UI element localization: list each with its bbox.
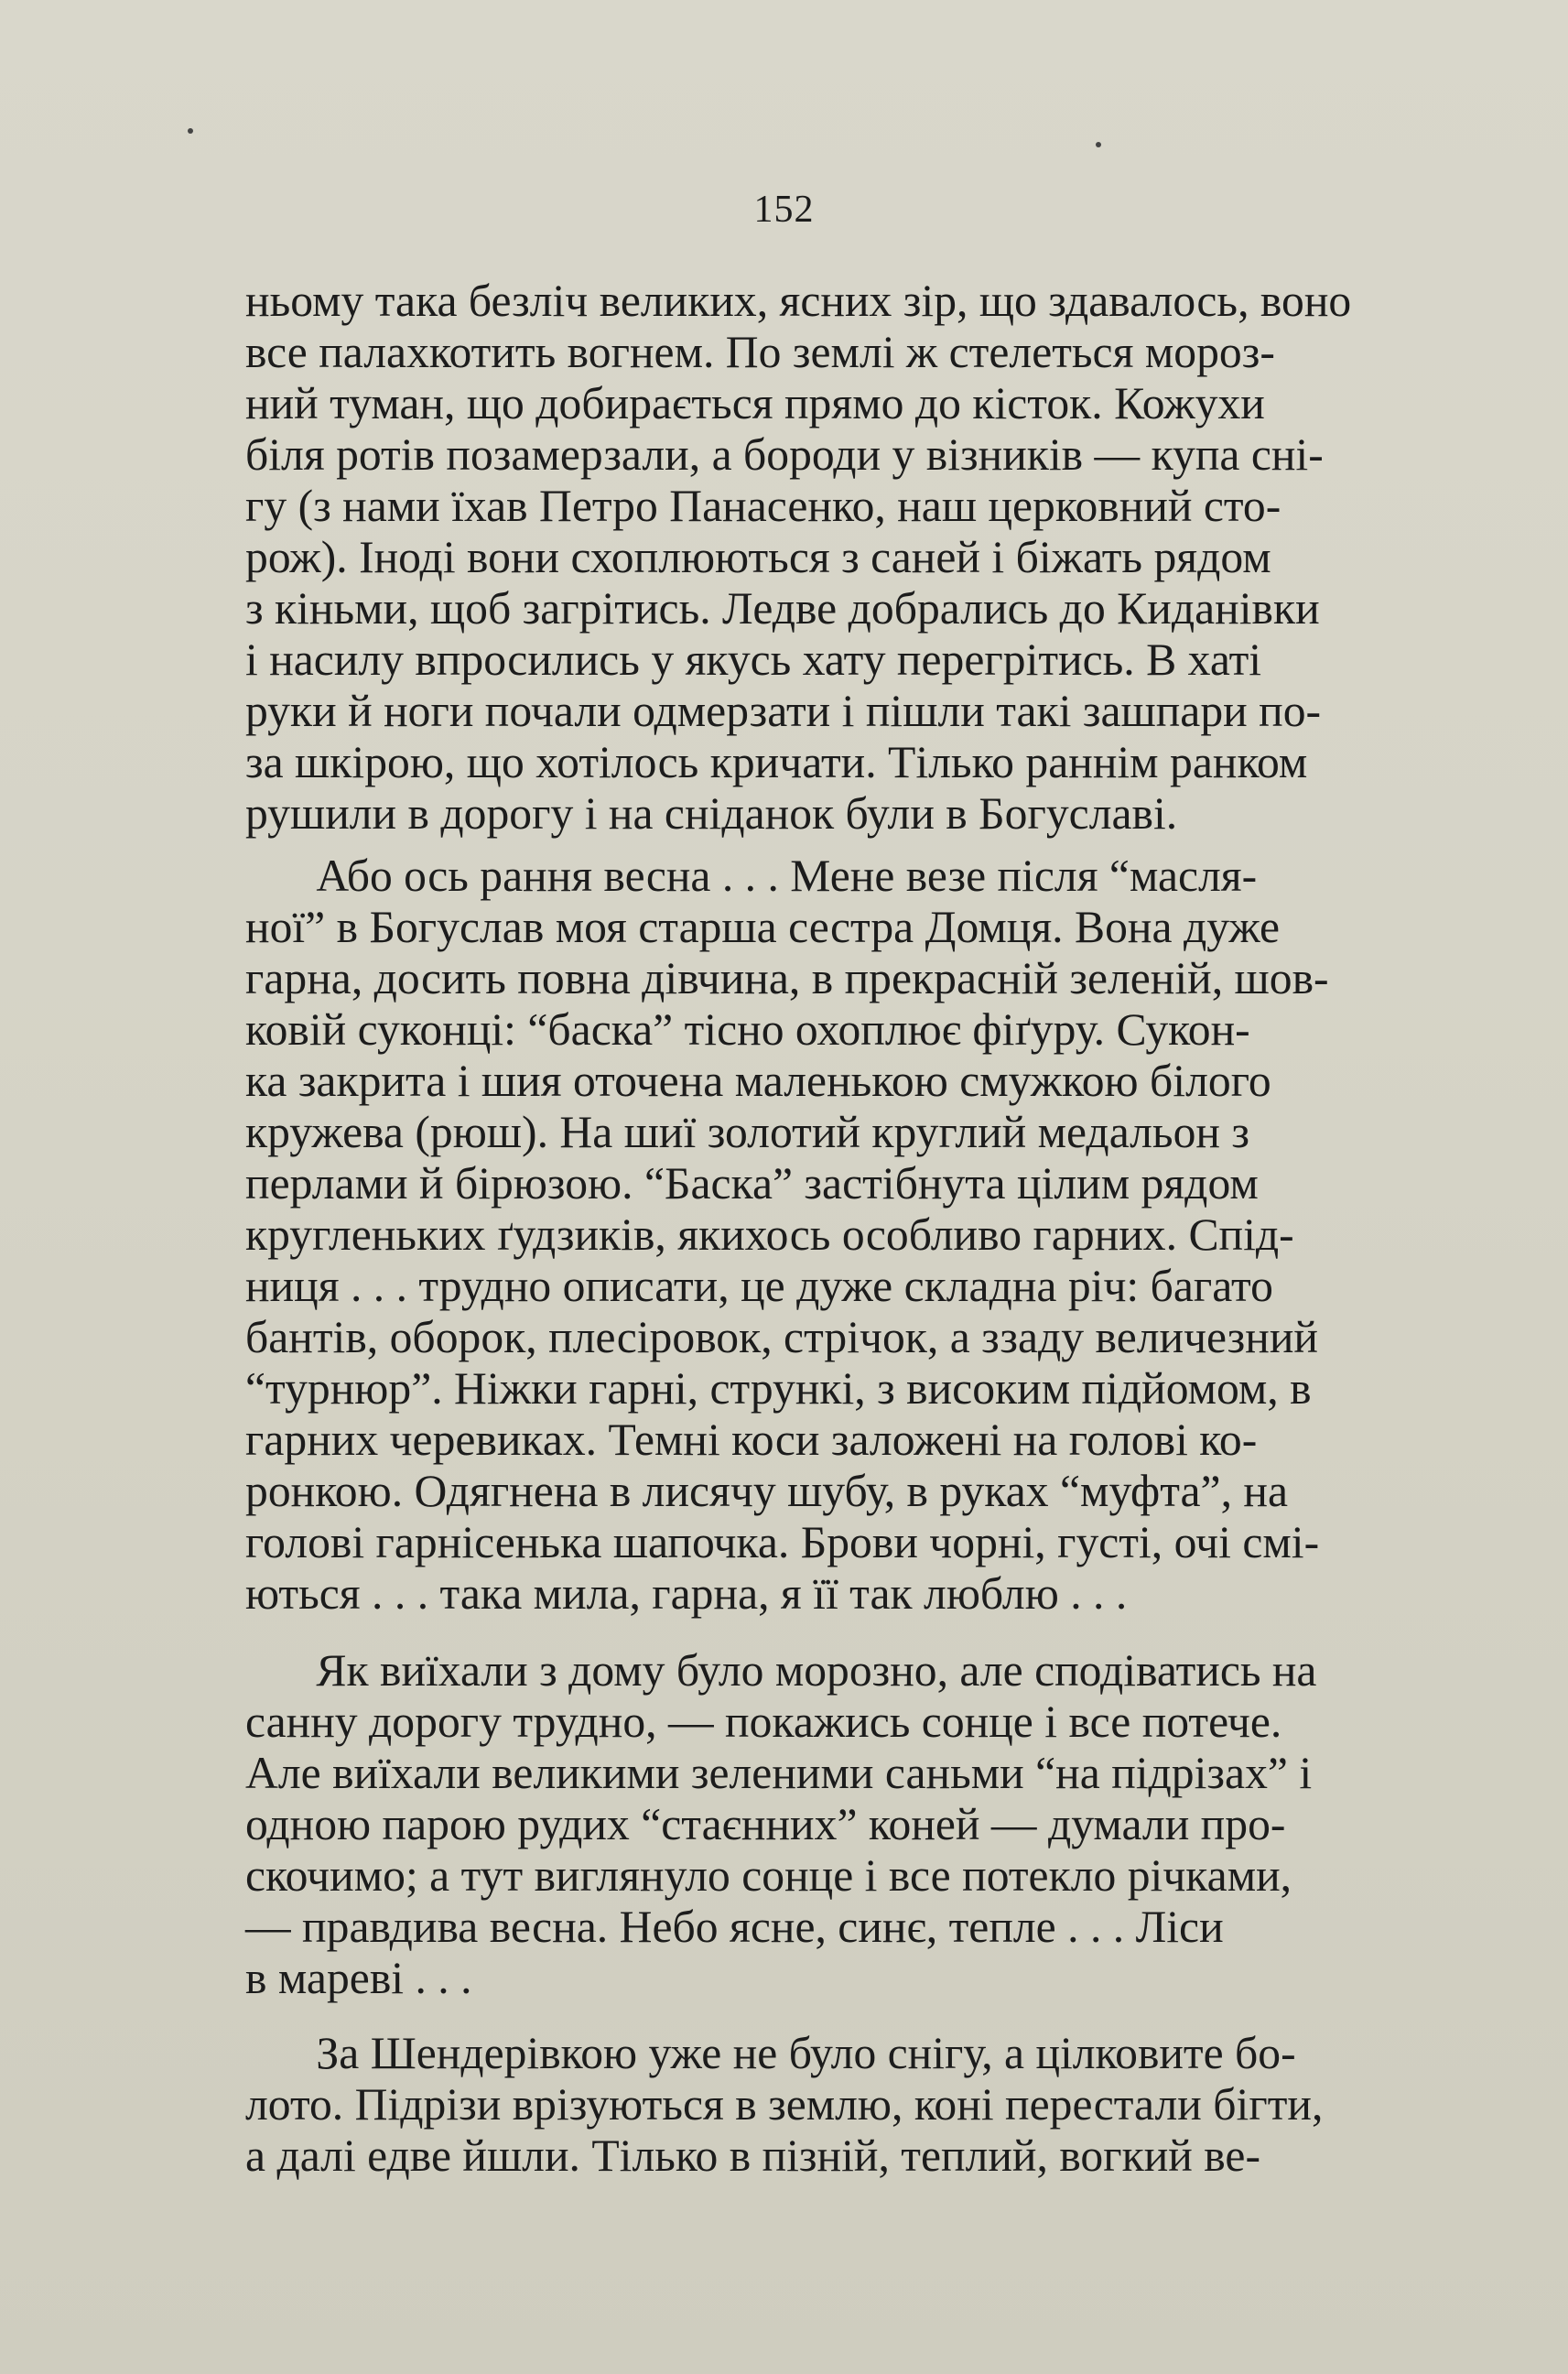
paper-speck <box>1096 142 1101 147</box>
text-line: ньому така безліч великих, ясних зір, що здавалось, воно <box>245 275 1352 326</box>
text-line: “турнюр”. Ніжки гарні, стрункі, з високим підйомом, в <box>245 1362 1312 1414</box>
text-line: Або ось рання весна . . . Мене везе після “масля- <box>316 850 1258 901</box>
text-line: гу (з нами їхав Петро Панасенко, наш церковний сто- <box>245 480 1281 531</box>
text-line: біля ротів позамерзали, а бороди у візників — купа сні- <box>245 428 1324 480</box>
text-line: Як виїхали з дому було морозно, але сподіватись на <box>316 1644 1317 1696</box>
paper-speck <box>188 128 193 134</box>
text-line: перлами й бірюзою. “Баска” застібнута цілим рядом <box>245 1157 1259 1209</box>
text-line: ної” в Богуслав моя старша сестра Домця. Вона дуже <box>245 901 1281 952</box>
paragraph <box>245 275 1527 839</box>
text-line: ються . . . така мила, гарна, я її так люблю . . . <box>245 1567 1128 1619</box>
text-line: одною парою рудих “стаєнних” коней — думали про- <box>245 1798 1286 1849</box>
text-line: і насилу впросились у якусь хату перегрітись. В хаті <box>245 634 1262 685</box>
text-line: в мареві . . . <box>245 1952 472 2003</box>
text-line: скочимо; а тут виглянуло сонце і все потекло річками, <box>245 1849 1292 1901</box>
text-line: з кіньми, щоб загрітись. Ледве добрались до Киданівки <box>245 582 1320 634</box>
text-line: голові гарнісенька шапочка. Брови чорні, густі, очі смі- <box>245 1516 1320 1567</box>
text-line: ковій суконці: “баска” тісно охоплює фіґуру. Сукон- <box>245 1003 1250 1055</box>
text-line: рож). Іноді вони схоплюються з саней і біжать рядом <box>245 531 1271 582</box>
text-line: бантів, оборок, плесіровок, стрічок, а ззаду величезний <box>245 1311 1318 1362</box>
text-line: ний туман, що добирається прямо до кісток. Кожухи <box>245 377 1265 428</box>
paragraph <box>245 850 1527 1619</box>
text-line: — правдива весна. Небо ясне, синє, тепле . . . Ліси <box>245 1901 1224 1952</box>
text-line: Але виїхали великими зеленими саньми “на підрізах” і <box>245 1747 1313 1798</box>
text-line: ронкою. Одягнена в лисячу шубу, в руках “муфта”, на <box>245 1465 1289 1516</box>
body-text <box>245 275 1527 2181</box>
paragraph <box>245 1644 1527 2003</box>
text-line: руки й ноги почали одмерзати і пішли такі зашпари по- <box>245 685 1322 736</box>
text-line: санну дорогу трудно, — покажись сонце і все потече. <box>245 1696 1282 1747</box>
text-line: гарних черевиках. Темні коси заложені на голові ко- <box>245 1414 1258 1465</box>
text-line: ка закрита і шия оточена маленькою смужкою білого <box>245 1055 1271 1106</box>
paragraph <box>245 2027 1527 2181</box>
text-line: рушили в дорогу і на сніданок були в Богуславі. <box>245 787 1178 839</box>
page-number: 152 <box>753 189 815 231</box>
text-line: кружева (рюш). На шиї золотий круглий медальон з <box>245 1106 1249 1157</box>
text-line: За Шендерівкою уже не було снігу, а цілковите бо- <box>316 2027 1296 2078</box>
text-line: лото. Підрізи врізуються в землю, коні перестали бігти, <box>245 2078 1324 2130</box>
text-line: ниця . . . трудно описати, це дуже складна річ: багато <box>245 1260 1273 1311</box>
text-line: гарна, досить повна дівчина, в прекрасній зеленій, шов- <box>245 952 1329 1003</box>
text-line: все палахкотить вогнем. По землі ж стелеться мороз- <box>245 326 1275 377</box>
text-line: за шкірою, що хотілось кричати. Тілько раннім ранком <box>245 736 1308 787</box>
text-line: а далі едве йшли. Тілько в пізній, теплий, вогкий ве- <box>245 2130 1260 2181</box>
text-line: кругленьких ґудзиків, якихось особливо гарних. Спід- <box>245 1209 1294 1260</box>
